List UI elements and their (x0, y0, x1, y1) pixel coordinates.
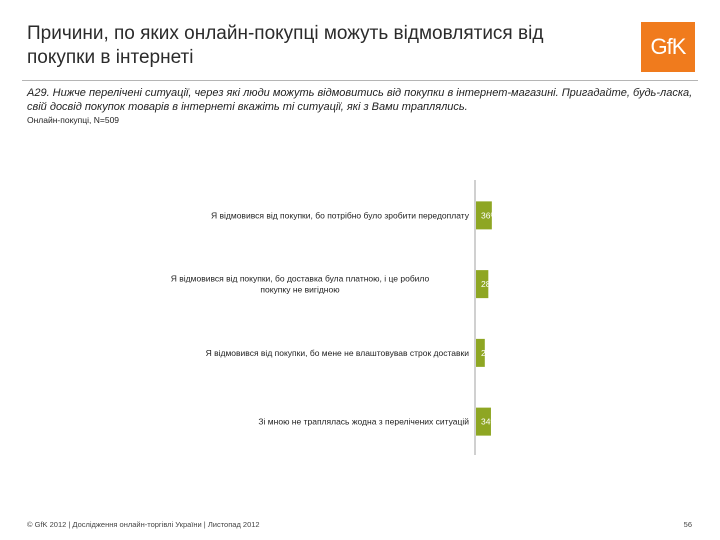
bar-value-label: 36% (481, 210, 499, 221)
page-title: Причини, по яких онлайн-покупці можуть відмовлятися від покупки в інтернеті (27, 23, 544, 68)
bar-value-label: 34% (481, 416, 499, 427)
footer-text: © GfK 2012 | Дослідження онлайн-торгівлі України | Листопад 2012 (27, 520, 260, 529)
bar-value-label: 20 (481, 347, 491, 358)
page-number: 56 (683, 520, 692, 529)
category-label: Я відмовився від покупки, бо мене не влаштовував строк доставки (205, 347, 469, 358)
category-label: Я відмовився від покупки, бо доставка була платною, і це робило покупку не вигідною (170, 273, 430, 295)
category-label: Я відмовився від покупки, бо потрібно було зробити передоплату (211, 210, 469, 221)
category-label: Зі мною не траплялась жодна з перелічених ситуацій (258, 416, 469, 427)
bar-series (171, 201, 499, 435)
survey-question: A29. Нижче перелічені ситуації, через які люди можуть відмовитись від покупки в інтернет-магазині. Пригадайте, будь-ласка, свій досвід покупок товарів в інтернеті вкажіть ті ситуації, які з Вами траплялись. (27, 87, 693, 113)
gfk-logo: GfK (641, 22, 695, 72)
bar-value-label: 28 (481, 279, 491, 290)
sample-base-label: Онлайн-покупці, N=509 (27, 115, 120, 125)
